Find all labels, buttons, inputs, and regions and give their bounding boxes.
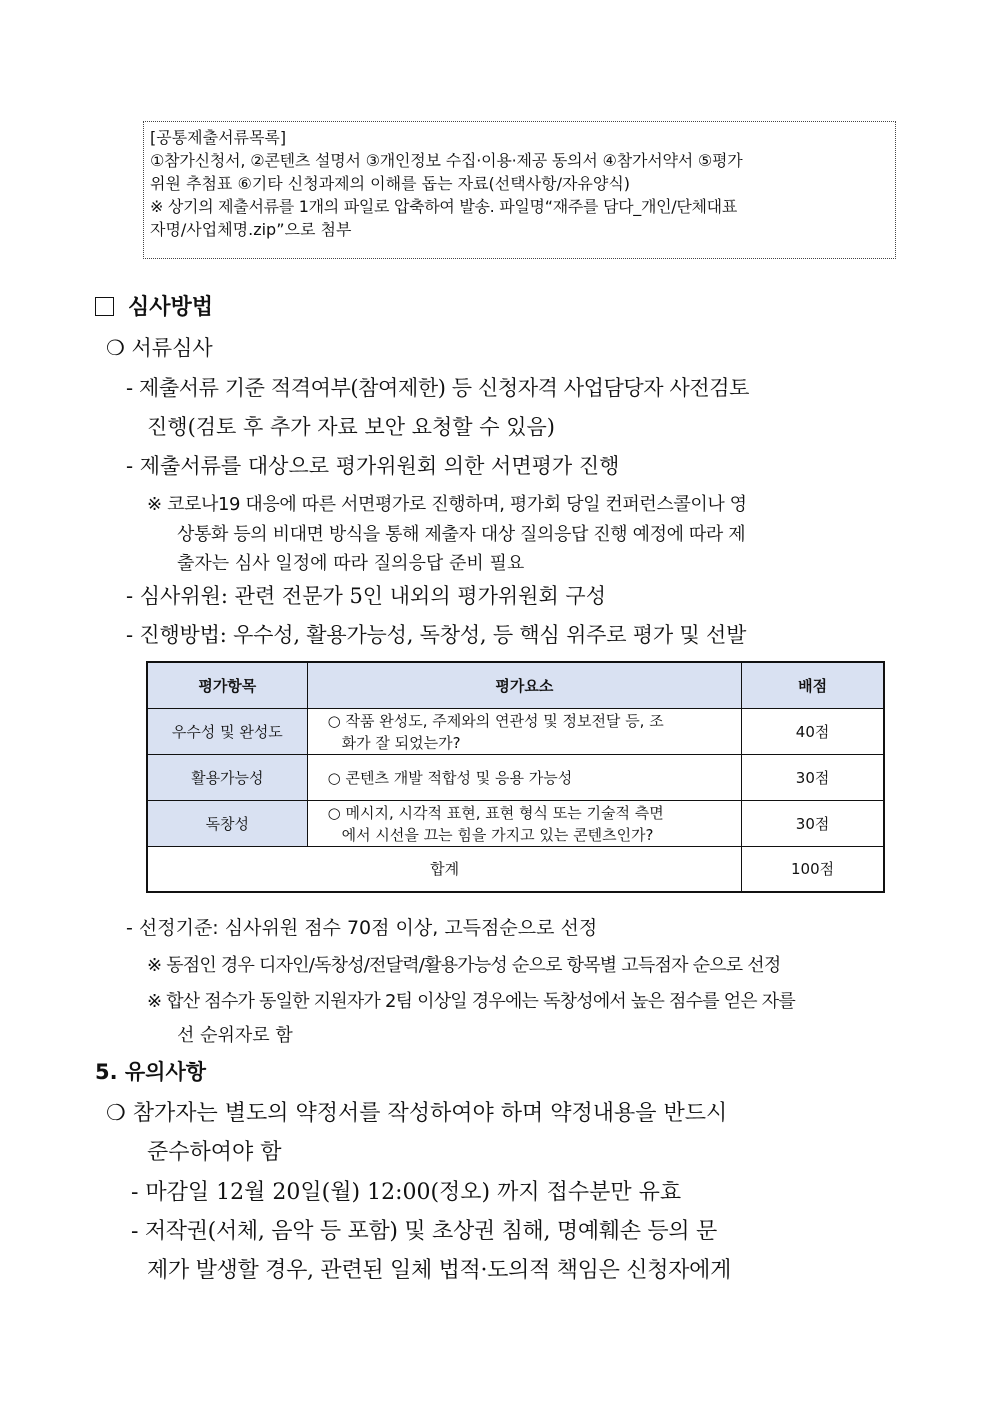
submission-list-line: 위원 추첨표 ⑥기타 신청과제의 이해를 돕는 자료(선택사항/자유양식) (150, 174, 631, 193)
review-bullet: - 제출서류를 대상으로 평가위원회 의한 서면평가 진행 (126, 454, 620, 478)
checkbox-square-icon (95, 297, 114, 316)
table-row (147, 801, 884, 847)
evaluation-table (146, 661, 885, 893)
table-header-row (147, 662, 884, 709)
cautions-bullet: - 마감일 12월 20일(월) 12:00(정오) 까지 접수분만 유효 (131, 1180, 682, 1205)
eval-desc-line: 에서 시선을 끄는 힘을 가지고 있는 콘텐츠인가? (341, 825, 654, 844)
submission-list-box (143, 121, 896, 259)
submission-list-line: 자명/사업체명.zip”으로 첨부 (150, 220, 352, 239)
eval-score-cell: 30점 (742, 801, 884, 847)
cautions-paragraph-continued: 준수하여야 함 (147, 1140, 282, 1165)
eval-desc-line: ○ 작품 완성도, 주제와의 연관성 및 정보전달 등, 조 (327, 711, 664, 730)
table-total-row (147, 847, 884, 892)
cautions-bullet-continued: 제가 발생할 경우, 관련된 일체 법적·도의적 책임은 신청자에게 (147, 1258, 732, 1283)
table-row (147, 709, 884, 755)
cautions-section-title: 5. 유의사항 (95, 1060, 207, 1084)
review-note-continued: 상통화 등의 비대면 방식을 통해 제출자 대상 질의응답 진행 예정에 따라 제 (177, 524, 746, 545)
review-subsection-title: ❍ 서류심사 (106, 336, 213, 360)
cautions-bullet: - 저작권(서체, 음악 등 포함) 및 초상권 침해, 명예훼손 등의 문 (131, 1219, 717, 1244)
eval-desc-line: ○ 메시지, 시각적 표현, 표현 형식 또는 기술적 측면 (327, 803, 664, 822)
review-section-heading (95, 290, 213, 321)
eval-item-cell: 우수성 및 완성도 (147, 709, 307, 755)
submission-list-line: ①참가신청서, ②콘텐츠 설명서 ③개인정보 수집·이용·제공 동의서 ④참가서약서 ⑤평가 (150, 151, 743, 170)
eval-item-cell: 독창성 (147, 801, 307, 847)
eval-score-cell: 40점 (742, 709, 884, 755)
selection-note: ※ 합산 점수가 동일한 지원자가 2팀 이상일 경우에는 독창성에서 높은 점수를 얻은 자를 (147, 991, 795, 1012)
review-note: ※ 코로나19 대응에 따른 서면평가로 진행하며, 평가회 당일 컨퍼런스콜이나 영 (147, 494, 747, 515)
review-bullet: - 심사위원: 관련 전문가 5인 내외의 평가위원회 구성 (126, 584, 606, 608)
eval-desc-line: 화가 잘 되었는가? (341, 733, 461, 752)
selection-note-continued: 선 순위자로 함 (177, 1025, 293, 1046)
review-bullet-continued: 진행(검토 후 추가 자료 보안 요청할 수 있음) (147, 415, 555, 439)
review-bullet: - 진행방법: 우수성, 활용가능성, 독창성, 등 핵심 위주로 평가 및 선발 (126, 623, 747, 647)
total-label-cell: 합계 (147, 847, 742, 892)
eval-score-cell: 30점 (742, 755, 884, 801)
eval-item-cell: 활용가능성 (147, 755, 307, 801)
review-section-title: 심사방법 (128, 294, 214, 320)
review-bullet: - 제출서류 기준 적격여부(참여제한) 등 신청자격 사업담당자 사전검토 (126, 376, 750, 400)
eval-desc-cell (307, 801, 742, 847)
table-header-cell: 배점 (742, 662, 884, 709)
cautions-paragraph: ❍ 참가자는 별도의 약정서를 작성하여야 하며 약정내용을 반드시 (106, 1101, 728, 1126)
selection-note: ※ 동점인 경우 디자인/독창성/전달력/활용가능성 순으로 항목별 고득점자 순으로 선정 (147, 955, 781, 976)
submission-list-heading: [공통제출서류목록] (150, 128, 287, 147)
eval-desc-line: ○ 콘텐츠 개발 적합성 및 응용 가능성 (327, 768, 573, 787)
submission-list-line: ※ 상기의 제출서류를 1개의 파일로 압축하여 발송. 파일명“재주를 담다_개인/단체대표 (150, 197, 737, 216)
table-row (147, 755, 884, 801)
table-header-cell: 평가요소 (307, 662, 742, 709)
eval-desc-cell (307, 755, 742, 801)
review-note-continued: 출자는 심사 일정에 따라 질의응답 준비 필요 (177, 553, 525, 574)
total-score-cell: 100점 (742, 847, 884, 892)
eval-desc-cell (307, 709, 742, 755)
selection-criteria: - 선정기준: 심사위원 점수 70점 이상, 고득점순으로 선정 (126, 917, 598, 939)
table-header-cell: 평가항목 (147, 662, 307, 709)
